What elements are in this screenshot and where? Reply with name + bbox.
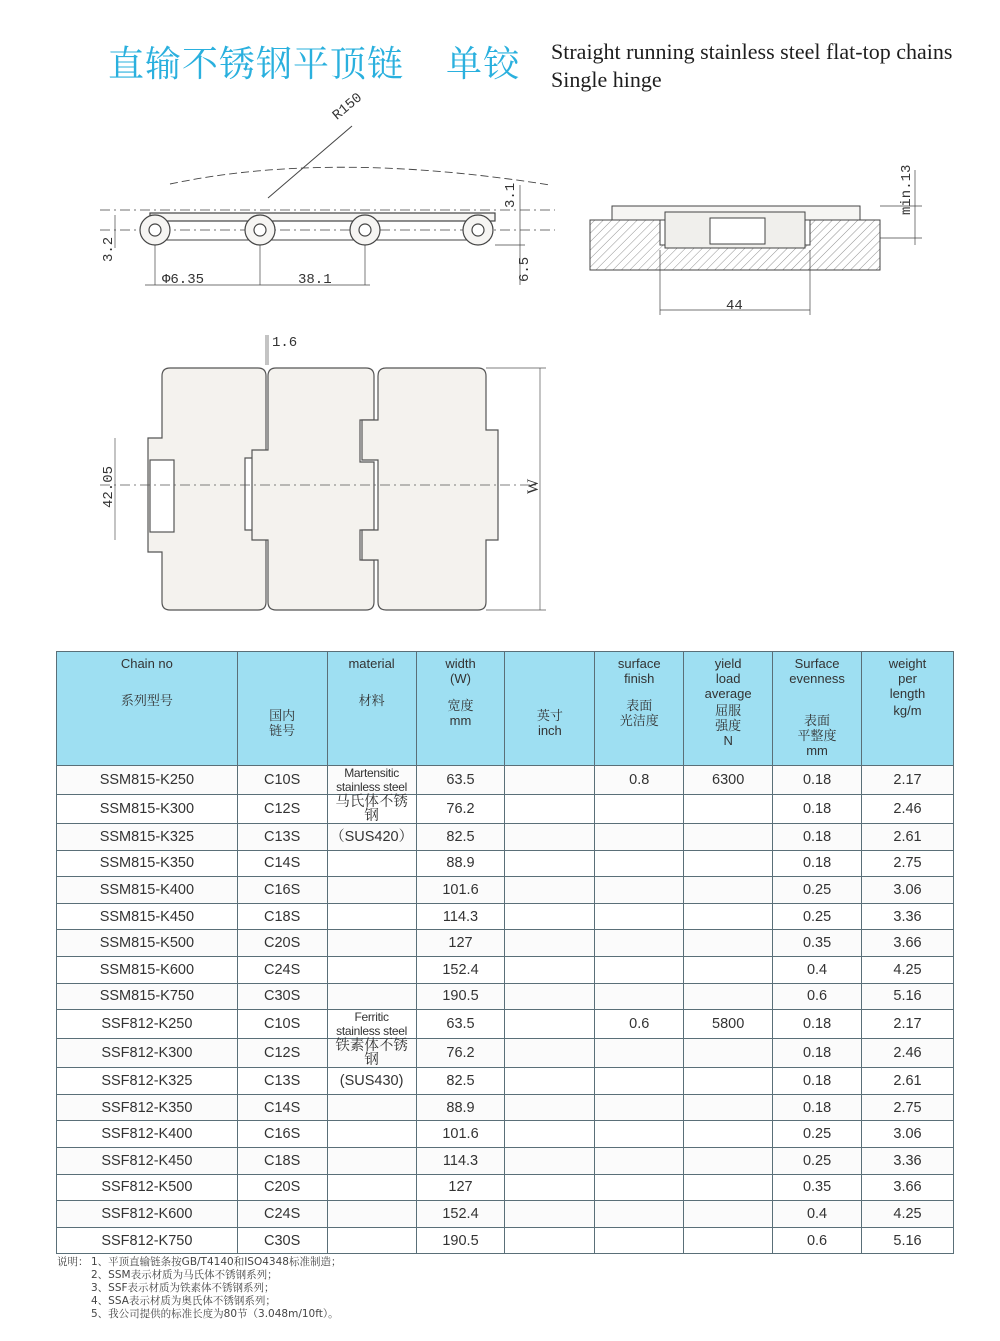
technical-drawings [0, 0, 1000, 645]
inch-cell [505, 1094, 595, 1121]
inch-cell [505, 1068, 595, 1095]
width-cell: 76.2 [416, 795, 505, 824]
table-row [57, 983, 954, 1010]
width-cell: 82.5 [416, 824, 505, 851]
width-cell: 88.9 [416, 850, 505, 877]
header-weight: weight per length kg/m [862, 652, 954, 766]
domestic-code-cell: C14S [237, 1094, 327, 1121]
inch-cell [505, 1174, 595, 1201]
table-row [57, 1147, 954, 1174]
table-row [57, 930, 954, 957]
inch-cell [505, 877, 595, 904]
table-row [57, 1227, 954, 1254]
material-cell [327, 877, 416, 904]
yield-cell [684, 824, 773, 851]
chain-no-cell: SSM815-K750 [57, 983, 238, 1010]
table-row [57, 1174, 954, 1201]
yield-cell [684, 1068, 773, 1095]
header-chain-no: Chain no 系列型号 [57, 652, 238, 766]
width-cell: 114.3 [416, 903, 505, 930]
yield-cell [684, 1039, 773, 1068]
evenness-cell: 0.6 [773, 983, 862, 1010]
chain-no-cell: SSM815-K325 [57, 824, 238, 851]
material-cell: Ferritic stainless steel [327, 1010, 416, 1039]
table-row [57, 795, 954, 824]
weight-cell: 2.61 [862, 1068, 954, 1095]
cross-section-drawing [590, 170, 922, 315]
evenness-cell: 0.6 [773, 1227, 862, 1254]
note-item: 2、SSM表示材质为马氏体不锈钢系列； [91, 1269, 278, 1281]
inch-cell [505, 1201, 595, 1228]
domestic-code-cell: C14S [237, 850, 327, 877]
width-cell: 76.2 [416, 1039, 505, 1068]
chain-no-cell: SSM815-K350 [57, 850, 238, 877]
notes [57, 1256, 341, 1321]
surface-finish-cell [595, 930, 684, 957]
domestic-code-cell: C16S [237, 1121, 327, 1148]
table-row [57, 877, 954, 904]
domestic-code-cell: C24S [237, 1201, 327, 1228]
chain-no-cell: SSM815-K500 [57, 930, 238, 957]
material-cell [327, 930, 416, 957]
dim-height-left: 3.2 [101, 236, 117, 262]
width-cell: 190.5 [416, 983, 505, 1010]
dim-hinge-width: 42.05 [101, 465, 117, 508]
material-cell [327, 1227, 416, 1254]
surface-finish-cell: 0.8 [595, 766, 684, 795]
width-cell: 152.4 [416, 956, 505, 983]
width-cell: 101.6 [416, 877, 505, 904]
surface-finish-cell [595, 1039, 684, 1068]
evenness-cell: 0.25 [773, 903, 862, 930]
weight-cell: 3.36 [862, 1147, 954, 1174]
domestic-code-cell: C24S [237, 956, 327, 983]
material-cell: 铁素体不锈钢 [327, 1039, 416, 1068]
width-cell: 152.4 [416, 1201, 505, 1228]
title-main-cn: 直输不锈钢平顶链 [108, 44, 405, 85]
note-item: 3、SSF表示材质为铁素体不锈钢系列； [91, 1282, 275, 1294]
yield-cell: 5800 [684, 1010, 773, 1039]
title-sub-cn: 单铰 [446, 44, 521, 85]
notes-label: 说明： [57, 1256, 89, 1268]
header-domestic-code: 国内 链号 [237, 652, 327, 766]
evenness-cell: 0.25 [773, 1147, 862, 1174]
domestic-code-cell: C30S [237, 983, 327, 1010]
yield-cell [684, 850, 773, 877]
weight-cell: 2.46 [862, 795, 954, 824]
material-cell [327, 983, 416, 1010]
width-cell: 82.5 [416, 1068, 505, 1095]
chain-no-cell: SSF812-K400 [57, 1121, 238, 1148]
dim-section-width: 44 [726, 298, 743, 314]
weight-cell: 3.06 [862, 1121, 954, 1148]
evenness-cell: 0.18 [773, 1039, 862, 1068]
domestic-code-cell: C13S [237, 1068, 327, 1095]
inch-cell [505, 903, 595, 930]
table-row [57, 1010, 954, 1039]
title-en-line1: Straight running stainless steel flat-top chains [551, 39, 953, 64]
table-row [57, 824, 954, 851]
weight-cell: 2.46 [862, 1039, 954, 1068]
surface-finish-cell [595, 1094, 684, 1121]
inch-cell [505, 766, 595, 795]
chain-no-cell: SSF812-K350 [57, 1094, 238, 1121]
inch-cell [505, 1147, 595, 1174]
weight-cell: 4.25 [862, 956, 954, 983]
evenness-cell: 0.18 [773, 850, 862, 877]
surface-finish-cell [595, 1174, 684, 1201]
table-header-row [57, 652, 954, 766]
surface-finish-cell [595, 956, 684, 983]
table-row [57, 1094, 954, 1121]
domestic-code-cell: C20S [237, 1174, 327, 1201]
dim-hole-diameter: Φ6.35 [162, 272, 205, 288]
dim-gap: 1.6 [272, 335, 298, 351]
weight-cell: 2.17 [862, 766, 954, 795]
weight-cell: 3.36 [862, 903, 954, 930]
inch-cell [505, 824, 595, 851]
inch-cell [505, 983, 595, 1010]
domestic-code-cell: C12S [237, 1039, 327, 1068]
surface-finish-cell [595, 1201, 684, 1228]
weight-cell: 3.06 [862, 877, 954, 904]
material-cell: 马氏体不锈钢 [327, 795, 416, 824]
yield-cell [684, 1201, 773, 1228]
header-width: width (W) 宽度 mm [416, 652, 505, 766]
surface-finish-cell [595, 850, 684, 877]
evenness-cell: 0.18 [773, 1068, 862, 1095]
width-cell: 114.3 [416, 1147, 505, 1174]
yield-cell [684, 903, 773, 930]
inch-cell [505, 795, 595, 824]
dim-offset-top: 3.1 [503, 182, 519, 208]
material-cell [327, 1201, 416, 1228]
inch-cell [505, 850, 595, 877]
note-item: 1、平顶直输链条按GB/T4140和ISO4348标准制造； [91, 1256, 342, 1268]
yield-cell [684, 956, 773, 983]
side-view-drawing [100, 126, 555, 285]
width-cell: 88.9 [416, 1094, 505, 1121]
surface-finish-cell [595, 877, 684, 904]
material-cell [327, 903, 416, 930]
width-cell: 127 [416, 930, 505, 957]
header-evenness: Surface evenness 表面 平整度 mm [773, 652, 862, 766]
domestic-code-cell: C20S [237, 930, 327, 957]
width-cell: 101.6 [416, 1121, 505, 1148]
dim-plate-width: W [525, 478, 542, 494]
yield-cell [684, 795, 773, 824]
weight-cell: 3.66 [862, 930, 954, 957]
note-item: 4、SSA表示材质为奥氏体不锈钢系列； [91, 1295, 276, 1307]
domestic-code-cell: C16S [237, 877, 327, 904]
material-cell [327, 956, 416, 983]
width-cell: 127 [416, 1174, 505, 1201]
inch-cell [505, 1039, 595, 1068]
weight-cell: 2.61 [862, 824, 954, 851]
domestic-code-cell: C18S [237, 903, 327, 930]
chain-no-cell: SSF812-K500 [57, 1174, 238, 1201]
evenness-cell: 0.25 [773, 877, 862, 904]
domestic-code-cell: C10S [237, 766, 327, 795]
material-cell [327, 1094, 416, 1121]
surface-finish-cell [595, 795, 684, 824]
domestic-code-cell: C30S [237, 1227, 327, 1254]
surface-finish-cell [595, 824, 684, 851]
evenness-cell: 0.18 [773, 1010, 862, 1039]
title-en-line2: Single hinge [551, 67, 662, 92]
chain-no-cell: SSF812-K325 [57, 1068, 238, 1095]
surface-finish-cell [595, 1121, 684, 1148]
evenness-cell: 0.18 [773, 795, 862, 824]
evenness-cell: 0.18 [773, 824, 862, 851]
evenness-cell: 0.35 [773, 930, 862, 957]
yield-cell [684, 983, 773, 1010]
evenness-cell: 0.4 [773, 1201, 862, 1228]
yield-cell [684, 1094, 773, 1121]
chain-no-cell: SSF812-K300 [57, 1039, 238, 1068]
surface-finish-cell [595, 1068, 684, 1095]
evenness-cell: 0.25 [773, 1121, 862, 1148]
chain-no-cell: SSF812-K750 [57, 1227, 238, 1254]
table-row [57, 956, 954, 983]
width-cell: 63.5 [416, 1010, 505, 1039]
inch-cell [505, 956, 595, 983]
inch-cell [505, 930, 595, 957]
chain-no-cell: SSM815-K450 [57, 903, 238, 930]
yield-cell [684, 1147, 773, 1174]
yield-cell [684, 1121, 773, 1148]
spec-table [56, 651, 954, 1254]
weight-cell: 3.66 [862, 1174, 954, 1201]
material-cell [327, 850, 416, 877]
weight-cell: 5.16 [862, 983, 954, 1010]
domestic-code-cell: C18S [237, 1147, 327, 1174]
surface-finish-cell [595, 903, 684, 930]
evenness-cell: 0.4 [773, 956, 862, 983]
dim-radius: R150 [329, 90, 366, 125]
table-row [57, 903, 954, 930]
yield-cell [684, 877, 773, 904]
table-row [57, 1039, 954, 1068]
yield-cell [684, 1174, 773, 1201]
domestic-code-cell: C10S [237, 1010, 327, 1039]
material-cell [327, 1147, 416, 1174]
table-body [57, 766, 954, 1254]
top-view-drawing [100, 335, 546, 610]
chain-no-cell: SSF812-K600 [57, 1201, 238, 1228]
weight-cell: 5.16 [862, 1227, 954, 1254]
dim-pitch: 38.1 [298, 272, 332, 288]
weight-cell: 2.75 [862, 1094, 954, 1121]
note-item: 5、我公司提供的标准长度为80节（3.048m/10ft）。 [91, 1308, 339, 1320]
material-cell [327, 1174, 416, 1201]
chain-no-cell: SSF812-K250 [57, 1010, 238, 1039]
surface-finish-cell: 0.6 [595, 1010, 684, 1039]
chain-no-cell: SSM815-K600 [57, 956, 238, 983]
header-yield: yield load average 屈服 强度 N [684, 652, 773, 766]
material-cell: (SUS430) [327, 1068, 416, 1095]
inch-cell [505, 1010, 595, 1039]
table-row [57, 850, 954, 877]
yield-cell [684, 930, 773, 957]
header-material: material 材料 [327, 652, 416, 766]
surface-finish-cell [595, 1147, 684, 1174]
yield-cell: 6300 [684, 766, 773, 795]
evenness-cell: 0.18 [773, 1094, 862, 1121]
header-inch: 英寸 inch [505, 652, 595, 766]
table-row [57, 1068, 954, 1095]
surface-finish-cell [595, 1227, 684, 1254]
weight-cell: 4.25 [862, 1201, 954, 1228]
width-cell: 63.5 [416, 766, 505, 795]
weight-cell: 2.17 [862, 1010, 954, 1039]
table-row [57, 766, 954, 795]
inch-cell [505, 1227, 595, 1254]
table-row [57, 1121, 954, 1148]
chain-no-cell: SSM815-K300 [57, 795, 238, 824]
table-row [57, 1201, 954, 1228]
evenness-cell: 0.18 [773, 766, 862, 795]
chain-no-cell: SSM815-K250 [57, 766, 238, 795]
header-surface-finish: surface finish 表面 光洁度 [595, 652, 684, 766]
material-cell: Martensitic stainless steel [327, 766, 416, 795]
domestic-code-cell: C13S [237, 824, 327, 851]
material-cell: （SUS420） [327, 824, 416, 851]
weight-cell: 2.75 [862, 850, 954, 877]
inch-cell [505, 1121, 595, 1148]
domestic-code-cell: C12S [237, 795, 327, 824]
chain-no-cell: SSM815-K400 [57, 877, 238, 904]
material-cell [327, 1121, 416, 1148]
surface-finish-cell [595, 983, 684, 1010]
width-cell: 190.5 [416, 1227, 505, 1254]
evenness-cell: 0.35 [773, 1174, 862, 1201]
yield-cell [684, 1227, 773, 1254]
dim-min-clearance: min.13 [899, 164, 915, 215]
chain-no-cell: SSF812-K450 [57, 1147, 238, 1174]
dim-depth: 6.5 [517, 256, 533, 282]
